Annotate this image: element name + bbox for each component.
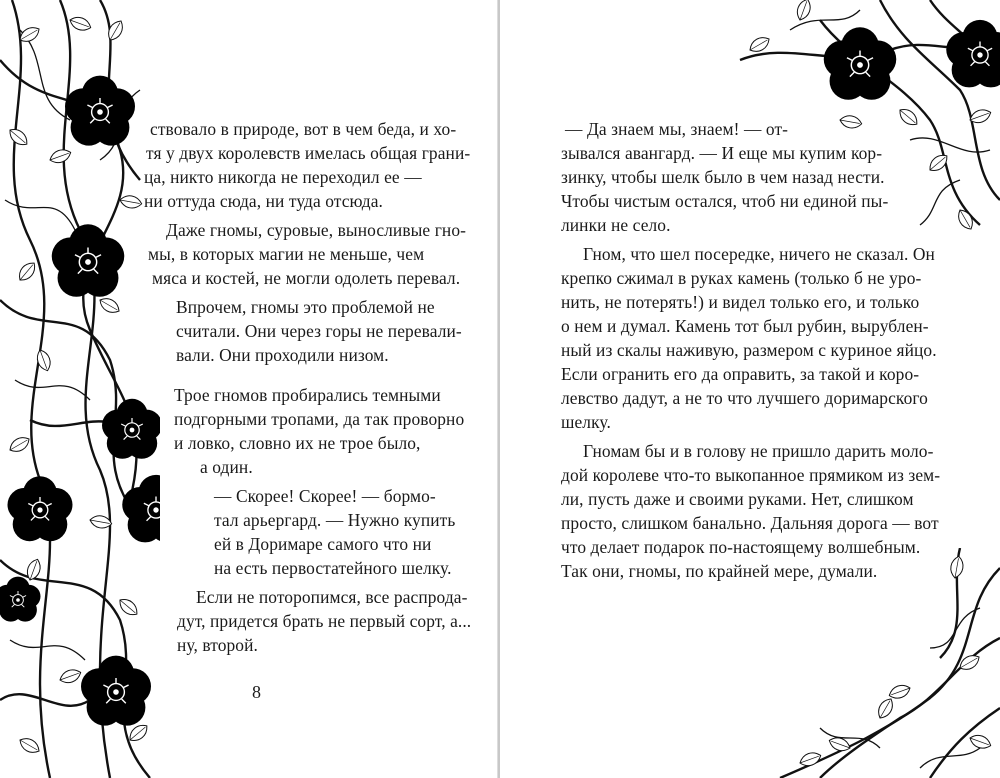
text-line: ни оттуда сюда, ни туда отсюда.	[144, 191, 383, 211]
text-line: что делает подарок по-настоящему волшебным.	[561, 537, 921, 557]
text-line: Трое гномов пробирались темными	[174, 385, 441, 405]
text-line: на есть первостатейного шелку.	[214, 558, 452, 578]
text-line: мяса и костей, не могли одолеть перевал.	[152, 268, 461, 288]
right-page	[500, 0, 1000, 778]
text-line: а один.	[200, 457, 253, 477]
text-line: мы, в которых магии не меньше, чем	[148, 244, 425, 264]
text-line: ца, никто никогда не переходил ее —	[144, 167, 422, 187]
text-line: — Скорее! Скорее! — бормо-	[214, 486, 436, 506]
left-page	[0, 0, 498, 778]
text-line: о нем и думал. Камень тот был рубин, вырублен-	[561, 316, 929, 336]
text-line: линки не село.	[561, 215, 671, 235]
text-line: шелку.	[561, 412, 611, 432]
text-line: и ловко, словно их не трое было,	[174, 433, 421, 453]
text-line: — Да знаем мы, знаем! — от-	[565, 119, 789, 139]
page-number: 8	[252, 682, 261, 702]
text-line: вали. Они проходили низом.	[176, 345, 389, 365]
text-line: тя у двух королевств имелась общая грани-	[146, 143, 471, 163]
text-line: Впрочем, гномы это проблемой не	[176, 297, 435, 317]
text-line: просто, слишком банально. Дальняя дорога — вот	[561, 513, 939, 533]
text-line: считали. Они через горы не перевали-	[176, 321, 462, 341]
text-line: дут, придется брать не первый сорт, а...	[177, 611, 472, 631]
text-line: тал арьергард. — Нужно купить	[214, 510, 456, 530]
text-line: левство дадут, а не то что лучшего доримарского	[561, 388, 928, 408]
text-line: ный из скалы наживую, размером с куриное яйцо.	[561, 340, 937, 360]
text-line: ей в Доримаре самого что ни	[214, 534, 432, 554]
text-line: ли, пусть даже и своими руками. Нет, слишком	[561, 489, 914, 509]
text-line: ну, второй.	[177, 635, 258, 655]
text-line: Если не поторопимся, все распрода-	[196, 587, 468, 607]
text-line: нить, не потерять!) и видел только его, и только	[561, 292, 920, 312]
text-line: Так они, гномы, по крайней мере, думали.	[561, 561, 878, 581]
text-line: Гномам бы и в голову не пришло дарить моло-	[583, 441, 934, 461]
text-line: Даже гномы, суровые, выносливые гно-	[166, 220, 467, 240]
text-line: крепко сжимал в руках камень (только б не уро-	[561, 268, 922, 288]
text-line: Чтобы чистым остался, чтоб ни единой пы-	[561, 191, 889, 211]
left-border-vine-illustration	[0, 0, 160, 778]
text-line: ствовало в природе, вот в чем беда, и хо-	[150, 119, 457, 139]
text-line: зинку, чтобы шелк было в чем назад нести.	[561, 167, 885, 187]
text-line: подгорными тропами, да так проворно	[174, 409, 465, 429]
text-line: Если огранить его да оправить, за такой и коро-	[561, 364, 920, 384]
text-line: дой королеве что-то выкопанное прямиком из зем-	[561, 465, 941, 485]
text-line: Гном, что шел посередке, ничего не сказал. Он	[583, 244, 935, 264]
text-line: зывался авангард. — И еще мы купим кор-	[561, 143, 883, 163]
